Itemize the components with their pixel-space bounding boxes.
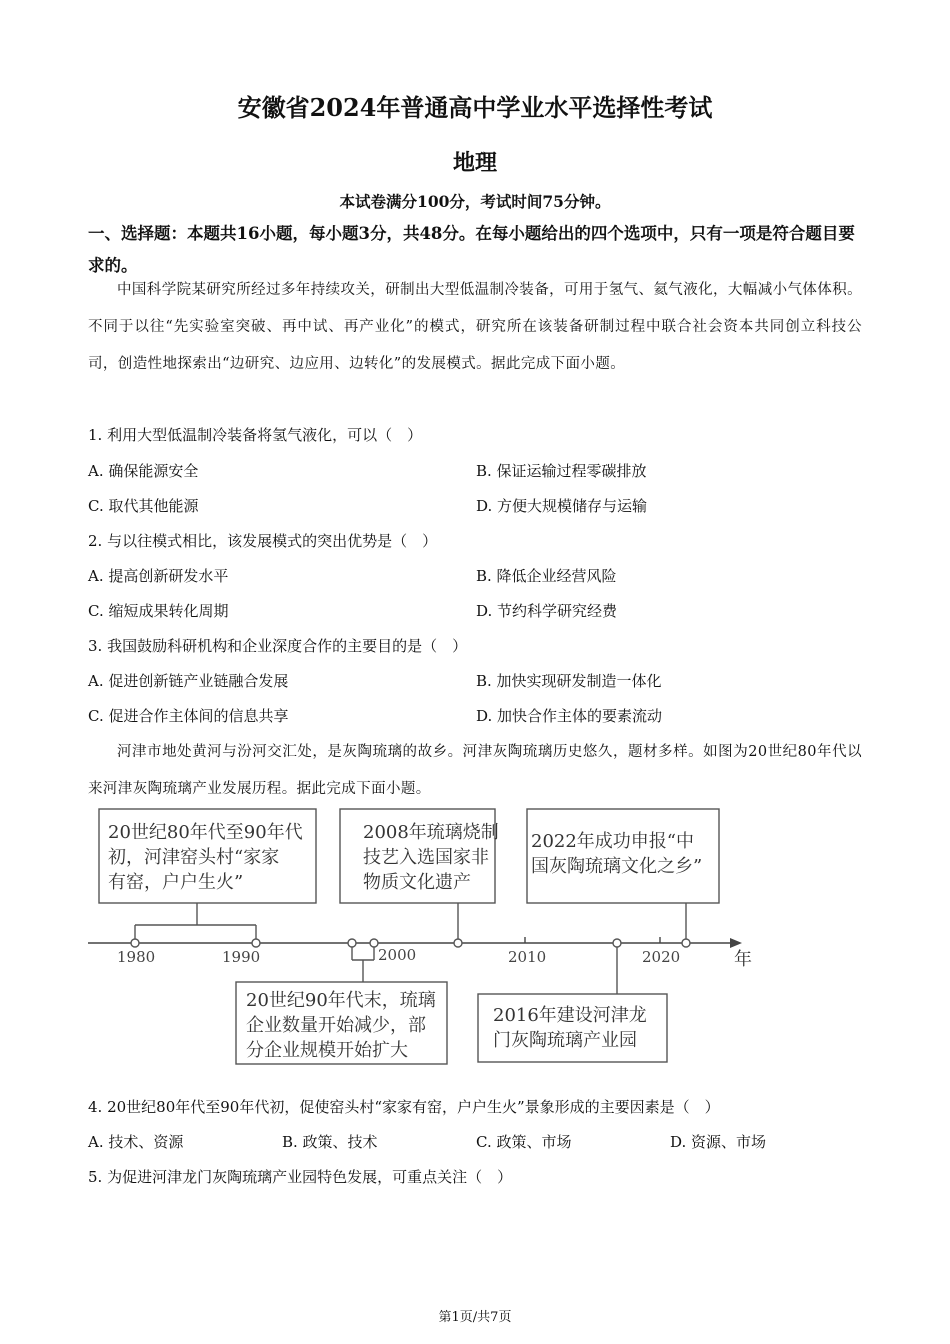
point-1999	[370, 939, 378, 947]
question-4-stem: 4. 20世纪80年代至90年代初，促使窑头村“家家有窑，户户生火”景象形成的主要因素是（ ）	[88, 1098, 720, 1116]
question-4-option-c: C. 政策、市场	[476, 1133, 572, 1151]
question-1-option-c: C. 取代其他能源	[88, 497, 199, 515]
question-4-option-d: D. 资源、市场	[670, 1133, 767, 1151]
timeline-figure	[0, 800, 950, 1075]
point-2016	[613, 939, 621, 947]
question-4-option-a: A. 技术、资源	[88, 1133, 184, 1151]
point-2022	[682, 939, 690, 947]
exam-note: 本试卷满分100分，考试时间75分钟。	[339, 192, 611, 211]
event-1980s-line2: 初，河津窑头村“家家	[108, 847, 280, 868]
question-2-option-c: C. 缩短成果转化周期	[88, 602, 229, 620]
event-2016-line2: 门灰陶琉璃产业园	[493, 1030, 637, 1051]
point-1990	[252, 939, 260, 947]
question-3-option-d: D. 加快合作主体的要素流动	[476, 707, 663, 725]
question-2-option-b: B. 降低企业经营风险	[476, 567, 617, 585]
question-1-option-d: D. 方便大规模储存与运输	[476, 497, 648, 515]
event-2008-line1: 2008年琉璃烧制	[363, 822, 499, 843]
passage-1: 中国科学院某研究所经过多年持续攻关，研制出大型低温制冷装备，可用于氢气、氦气液化，大幅减小气体体积。不同于以往“先实验室突破、再中试、再产业化”的模式，研究所在该装备研制过程中联合社会资本共同创立科技公司，创造性地探索出“边研究、边应用、边转化”的发展模式。据此完成下面小题。	[88, 282, 862, 372]
page-footer: 第1页/共7页	[438, 1310, 512, 1325]
passage-2: 河津市地处黄河与汾河交汇处，是灰陶琉璃的故乡。河津灰陶琉璃历史悠久，题材多样。如图为20世纪80年代以来河津灰陶琉璃产业发展历程。据此完成下面小题。	[88, 744, 862, 797]
question-3-option-a: A. 促进创新链产业链融合发展	[88, 672, 289, 690]
tick-label-2010: 2010	[508, 948, 547, 966]
question-5-stem: 5. 为促进河津龙门灰陶琉璃产业园特色发展，可重点关注（ ）	[88, 1168, 513, 1186]
event-1980s-line1: 20世纪80年代至90年代	[108, 822, 303, 843]
question-3-option-c: C. 促进合作主体间的信息共享	[88, 707, 289, 725]
event-1990s-line1: 20世纪90年代末，琉璃	[246, 990, 436, 1011]
event-2008-line3: 物质文化遗产	[363, 872, 471, 893]
subject-title: 地理	[452, 150, 497, 176]
event-2022-line1: 2022年成功申报“中	[531, 831, 695, 852]
question-3-option-b: B. 加快实现研发制造一体化	[476, 672, 662, 690]
tick-label-1990: 1990	[222, 948, 261, 966]
axis-unit: 年	[734, 949, 752, 970]
event-2008-line2: 技艺入选国家非	[363, 847, 489, 868]
tick-label-1980: 1980	[117, 948, 156, 966]
event-2022-line2: 国灰陶琉璃文化之乡”	[531, 856, 703, 877]
event-1990s-line2: 企业数量开始减少，部	[246, 1015, 426, 1036]
point-2008	[454, 939, 462, 947]
tick-label-2020: 2020	[642, 948, 681, 966]
question-3-stem: 3. 我国鼓励科研机构和企业深度合作的主要目的是（ ）	[88, 637, 468, 655]
question-4-option-b: B. 政策、技术	[282, 1133, 378, 1151]
question-2-stem: 2. 与以往模式相比，该发展模式的突出优势是（ ）	[88, 532, 438, 550]
axis-arrow	[730, 938, 742, 948]
section-heading: 一、选择题：本题共16小题，每小题3分，共48分。在每小题给出的四个选项中，只有一项是符合题目要求的。	[88, 224, 855, 275]
question-2-option-a: A. 提高创新研发水平	[88, 567, 229, 585]
event-1990s-line3: 分企业规模开始扩大	[246, 1040, 408, 1061]
event-2016-line1: 2016年建设河津龙	[493, 1005, 647, 1026]
tick-label-2000: 2000	[378, 946, 417, 964]
question-2-option-d: D. 节约科学研究经费	[476, 602, 618, 620]
point-1998	[348, 939, 356, 947]
point-1980	[131, 939, 139, 947]
question-1-option-b: B. 保证运输过程零碳排放	[476, 462, 647, 480]
question-1-option-a: A. 确保能源安全	[88, 462, 199, 480]
exam-title: 安徽省2024年普通高中学业水平选择性考试	[237, 93, 713, 122]
question-1-stem: 1. 利用大型低温制冷装备将氢气液化，可以（ ）	[88, 426, 423, 444]
event-1980s-line3: 有窑，户户生火”	[108, 872, 244, 893]
